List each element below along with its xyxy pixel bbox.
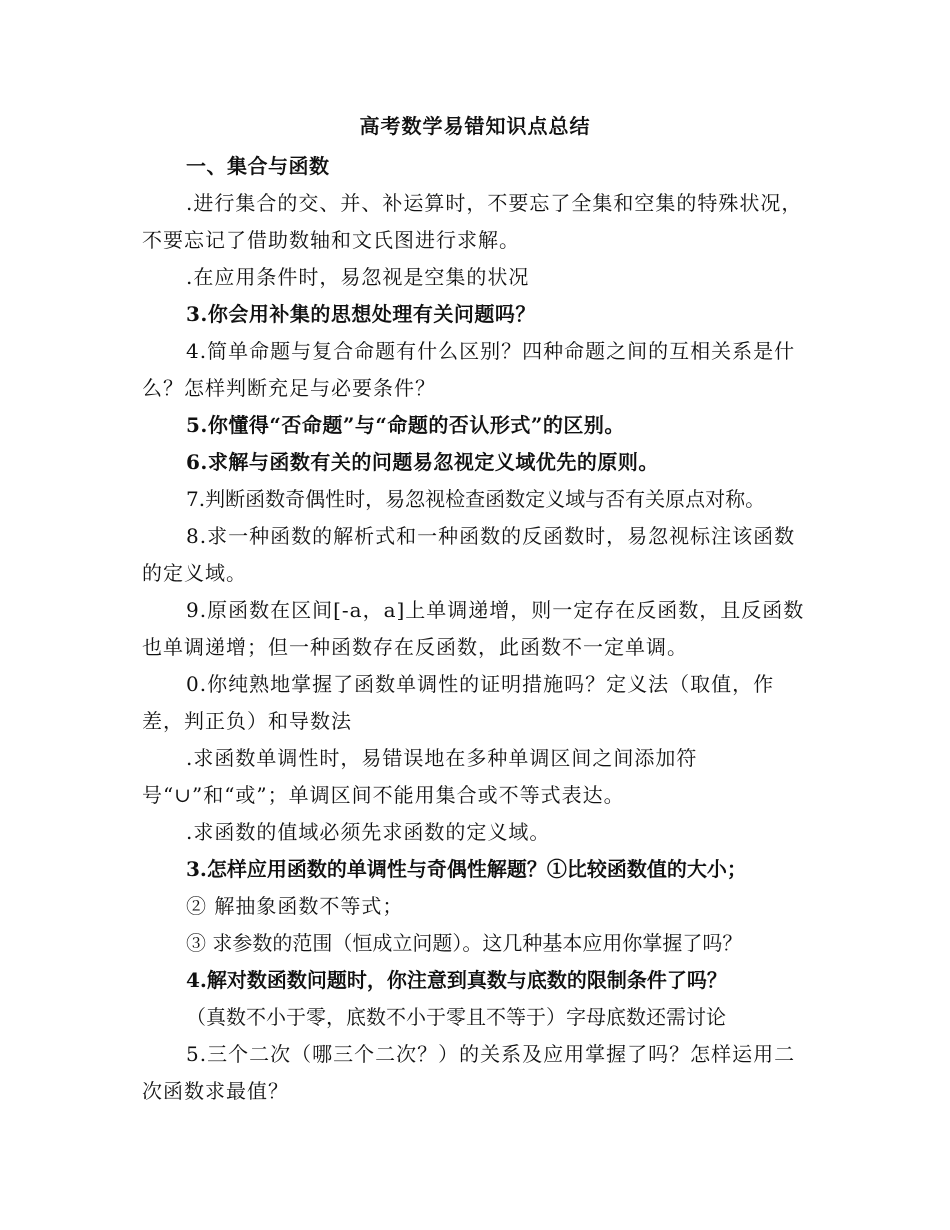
paragraph: 3.怎样应用函数的单调性与奇偶性解题？①比较函数值的大小； [186, 857, 747, 881]
paragraph: 3.你会用补集的思想处理有关问题吗？ [186, 302, 536, 326]
document-body [142, 148, 810, 1110]
paragraph: .求函数单调性时，易错误地在多种单调区间之间添加符号“∪”和“或”；单调区间不能用集合或不等式表达。 [142, 746, 698, 807]
section-heading: 一、集合与函数 [186, 154, 330, 178]
paragraph: ② 解抽象函数不等式； [186, 894, 404, 918]
paragraph: .进行集合的交、并、补运算时，不要忘了全集和空集的特殊状况，不要忘记了借助数轴和文氏图进行求解。 [142, 191, 803, 252]
paragraph: （真数不小于零，底数不小于零且不等于）字母底数还需讨论 [186, 1005, 726, 1029]
paragraph: 9.原函数在区间[-a，a]上单调递增，则一定存在反函数，且反函数也单调递增；但一种函数存在反函数，此函数不一定单调。 [142, 598, 805, 659]
paragraph: 7.判断函数奇偶性时，易忽视检查函数定义域与否有关原点对称。 [186, 487, 766, 511]
paragraph: ③ 求参数的范围（恒成立问题）。这几种基本应用你掌握了吗？ [186, 931, 743, 955]
paragraph: 8.求一种函数的解析式和一种函数的反函数时，易忽视标注该函数的定义域。 [142, 524, 796, 585]
paragraph: .求函数的值域必须先求函数的定义域。 [186, 820, 551, 844]
paragraph: 5.三个二次（哪三个二次？）的关系及应用掌握了吗？怎样运用二次函数求最值？ [142, 1042, 796, 1103]
page-title: 高考数学易错知识点总结 [359, 114, 591, 138]
paragraph: 5.你懂得“否命题”与“命题的否认形式”的区别。 [186, 413, 625, 437]
paragraph: 6.求解与函数有关的问题易忽视定义域优先的原则。 [186, 450, 659, 474]
paragraph: 4.解对数函数问题时，你注意到真数与底数的限制条件了吗？ [186, 968, 727, 992]
paragraph: 4.简单命题与复合命题有什么区别？四种命题之间的互相关系是什么？怎样判断充足与必要条件？ [142, 339, 796, 400]
paragraph: 0.你纯熟地掌握了函数单调性的证明措施吗？定义法（取值，作差，判正负）和导数法 [142, 672, 775, 733]
paragraph: .在应用条件时，易忽视是空集的状况 [186, 265, 530, 289]
